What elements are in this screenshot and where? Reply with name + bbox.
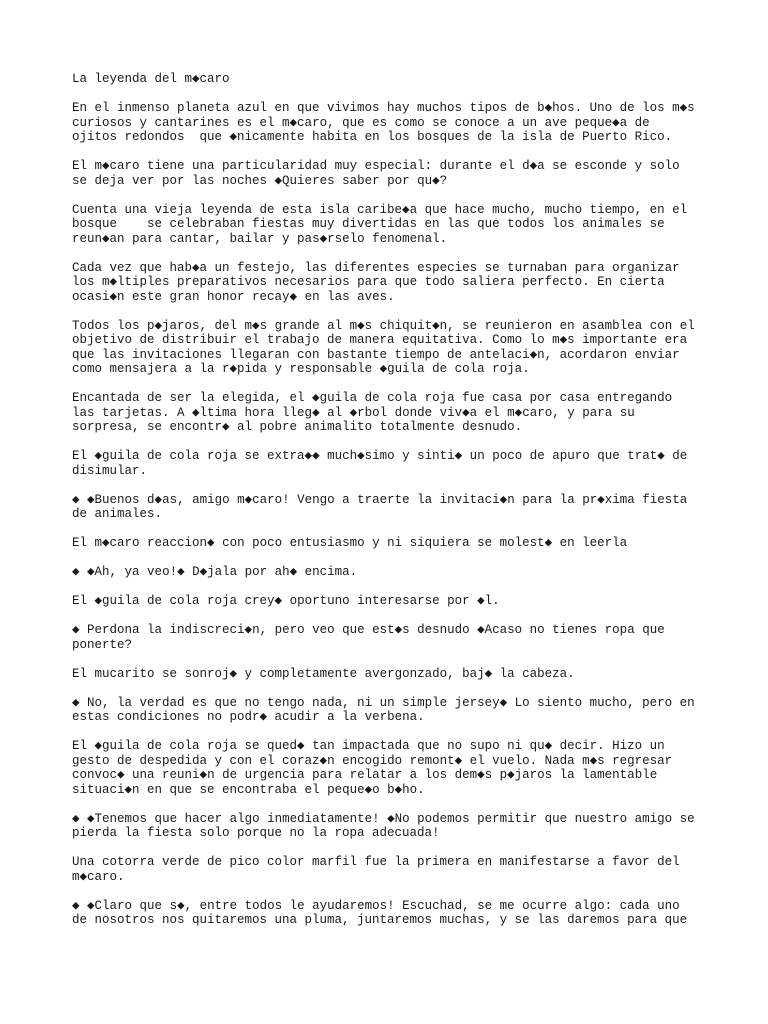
paragraph: El mucarito se sonroj◆ y completamente avergonzado, baj◆ la cabeza.	[72, 666, 575, 681]
paragraph: Cada vez que hab◆a un festejo, las diferentes especies se turnaban para organizar los m◆ltiples preparativos necesarios para que todo saliera perfecto. En cierta ocasi◆n este gran honor recay◆ en las aves.	[72, 260, 680, 304]
paragraph: El ◆guila de cola roja se qued◆ tan impactada que no supo ni qu◆ decir. Hizo un gesto de despedida y con el coraz◆n encogido remont◆ el vuelo. Nada m◆s regresar convoc◆ una reuni◆n de urgencia para relatar a los dem◆s p◆jaros la lamentable situaci◆n en que se encontraba el peque◆o b◆ho.	[72, 739, 673, 797]
paragraph: Cuenta una vieja leyenda de esta isla caribe◆a que hace mucho, mucho tiempo, en el bosque se celebraban fiestas muy divertidas en las que todos los animales se reun◆an para cantar, bailar y pas◆rselo fenomenal.	[72, 202, 688, 246]
paragraph: El ◆guila de cola roja se extra◆◆ much◆simo y sinti◆ un poco de apuro que trat◆ de disimular.	[72, 449, 688, 478]
paragraph: En el inmenso planeta azul en que vivimos hay muchos tipos de b◆hos. Uno de los m◆s curiosos y cantarines es el m◆caro, que es como se conoce a un ave peque◆a de ojitos redondos que ◆nicamente habita en los bosques de la isla de Puerto Rico.	[72, 101, 695, 144]
paragraph: ◆ ◆Ah, ya veo!◆ D◆jala por ah◆ encima.	[72, 565, 358, 579]
paragraph: ◆ No, la verdad es que no tengo nada, ni un simple jersey◆ Lo siento mucho, pero en estas condiciones no podr◆ acudir a la verbena.	[72, 695, 695, 724]
paragraph: Encantada de ser la elegida, el ◆guila de cola roja fue casa por casa entregando las tarjetas. A ◆ltima hora lleg◆ al ◆rbol donde viv◆a el m◆caro, y para su sorpresa, se encontr◆ al pobre animalito totalmente desnudo.	[72, 391, 673, 434]
paragraph: ◆ Perdona la indiscreci◆n, pero veo que est◆s desnudo ◆Acaso no tienes ropa que ponerte?	[72, 623, 665, 652]
document-title: La leyenda del m◆caro	[72, 72, 230, 86]
paragraph: El m◆caro reaccion◆ con poco entusiasmo y ni siquiera se molest◆ en leerla	[72, 536, 628, 550]
paragraph: Una cotorra verde de pico color marfil fue la primera en manifestarse a favor del m◆caro.	[72, 855, 680, 884]
paragraph: ◆ ◆Tenemos que hacer algo inmediatamente! ◆No podemos permitir que nuestro amigo se pierda la fiesta solo porque no la ropa adecuada!	[72, 811, 695, 840]
paragraph: Todos los p◆jaros, del m◆s grande al m◆s chiquit◆n, se reunieron en asamblea con el objetivo de distribuir el trabajo de manera equitativa. Como lo m◆s importante era que las invitaciones llegaran con bastante tiempo de antelaci◆n, acordaron enviar como mensajera a la r◆pida y responsable ◆guila de cola roja.	[72, 318, 695, 376]
paragraph: ◆ ◆Buenos d◆as, amigo m◆caro! Vengo a traerte la invitaci◆n para la pr◆xima fiesta de animales.	[72, 492, 688, 521]
paragraph: El m◆caro tiene una particularidad muy especial: durante el d◆a se esconde y solo se deja ver por las noches ◆Quieres saber por qu◆?	[72, 159, 680, 188]
paragraph: El ◆guila de cola roja crey◆ oportuno interesarse por ◆l.	[72, 594, 500, 608]
paragraph: ◆ ◆Claro que s◆, entre todos le ayudaremos! Escuchad, se me ocurre algo: cada uno de nosotros nos quitaremos una pluma, juntaremos muchas, y se las daremos para que	[72, 898, 688, 927]
